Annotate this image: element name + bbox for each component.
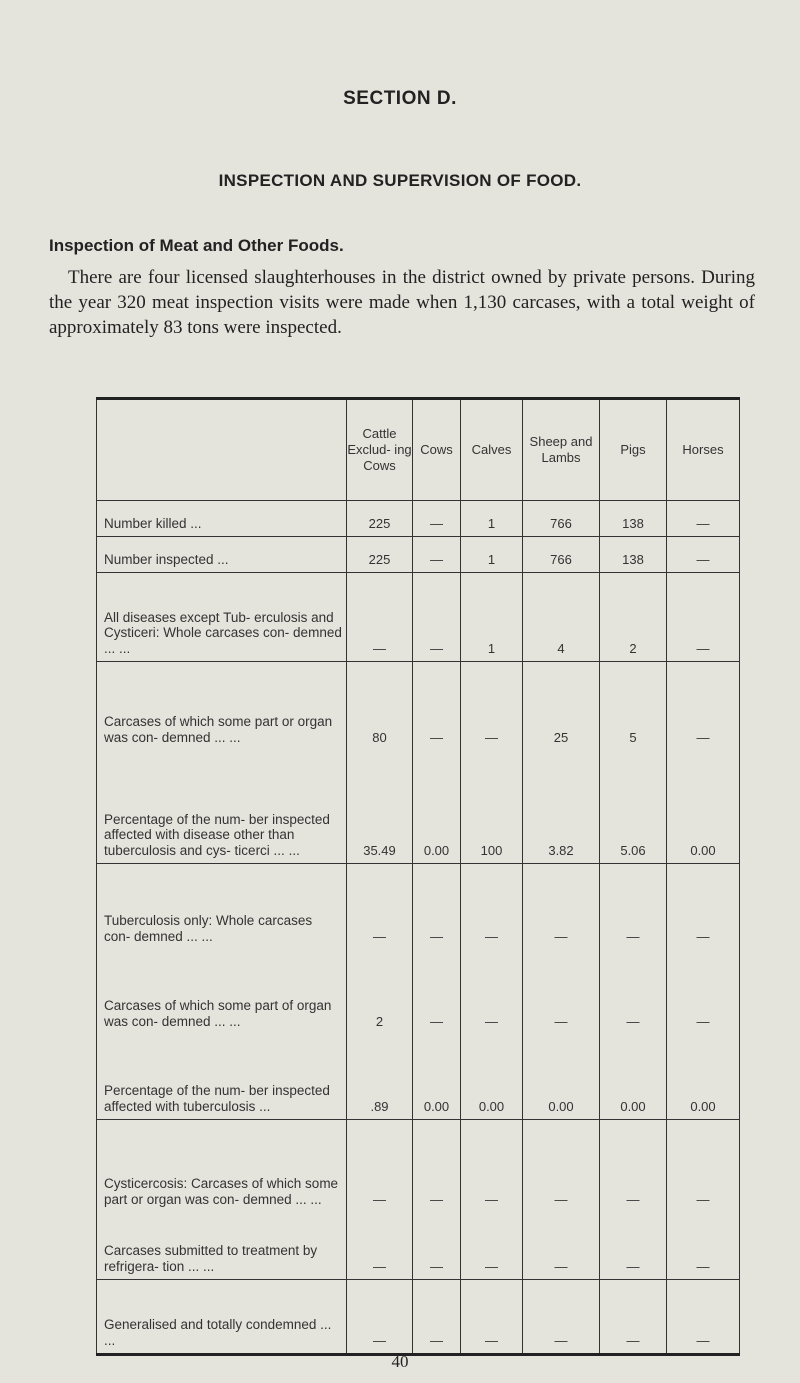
cell-value: — — [413, 1212, 461, 1280]
cell-value: — — [461, 1212, 523, 1280]
cell-value: — — [347, 1212, 413, 1280]
cell-value: — — [461, 662, 523, 751]
cell-value: 1 — [461, 573, 523, 662]
row-label: Carcases of which some part of organ was con- demned ... ... — [97, 949, 347, 1034]
cell-value: — — [523, 864, 600, 950]
header-cattle: Cattle Exclud- ing Cows — [347, 399, 413, 501]
cell-value: 0.00 — [667, 750, 740, 864]
table-row — [97, 501, 740, 537]
cell-value: 5 — [600, 662, 667, 751]
row-label: Carcases of which some part or organ was con- demned ... ... — [97, 662, 347, 751]
cell-value: 0.00 — [413, 750, 461, 864]
table-row — [97, 949, 740, 1034]
cell-value: 0.00 — [523, 1034, 600, 1120]
cell-value: — — [347, 864, 413, 950]
cell-value: 1 — [461, 537, 523, 573]
table-row — [97, 662, 740, 751]
cell-value: — — [413, 662, 461, 751]
cell-value: 0.00 — [461, 1034, 523, 1120]
cell-value: 3.82 — [523, 750, 600, 864]
cell-value: — — [667, 501, 740, 537]
cell-value: — — [600, 1280, 667, 1355]
table-row — [97, 750, 740, 864]
header-blank — [97, 399, 347, 501]
cell-value: — — [667, 573, 740, 662]
cell-value: .89 — [347, 1034, 413, 1120]
header-row — [97, 399, 740, 501]
cell-value: — — [461, 1280, 523, 1355]
cell-value: — — [667, 537, 740, 573]
cell-value: — — [667, 1280, 740, 1355]
page-title: INSPECTION AND SUPERVISION OF FOOD. — [218, 171, 582, 190]
table-row — [97, 537, 740, 573]
cell-value: — — [523, 1280, 600, 1355]
cell-value: 25 — [523, 662, 600, 751]
cell-value: — — [667, 662, 740, 751]
row-label: Generalised and totally condemned ... ... — [97, 1280, 347, 1355]
header-cows: Cows — [413, 399, 461, 501]
cell-value: 2 — [600, 573, 667, 662]
cell-value: — — [413, 501, 461, 537]
cell-value: — — [523, 1212, 600, 1280]
cell-value: 0.00 — [667, 1034, 740, 1120]
table-row — [97, 1120, 740, 1213]
cell-value: 2 — [347, 949, 413, 1034]
header-sheep-lambs: Sheep and Lambs — [523, 399, 600, 501]
cell-value: 766 — [523, 501, 600, 537]
cell-value: — — [667, 1212, 740, 1280]
header-horses: Horses — [667, 399, 740, 501]
cell-value: 4 — [523, 573, 600, 662]
cell-value: — — [523, 949, 600, 1034]
cell-value: — — [461, 1120, 523, 1213]
cell-value: — — [347, 1280, 413, 1355]
cell-value: — — [413, 573, 461, 662]
cell-value: 100 — [461, 750, 523, 864]
table-row — [97, 1212, 740, 1280]
cell-value: — — [347, 1120, 413, 1213]
table-row — [97, 1034, 740, 1120]
cell-value: — — [413, 537, 461, 573]
cell-value: — — [600, 1120, 667, 1213]
cell-value: — — [413, 864, 461, 950]
row-label: Percentage of the num- ber inspected affected with tuberculosis ... — [97, 1034, 347, 1120]
cell-value: — — [600, 1212, 667, 1280]
cell-value: 138 — [600, 501, 667, 537]
cell-value: 35.49 — [347, 750, 413, 864]
cell-value: 0.00 — [600, 1034, 667, 1120]
cell-value: 138 — [600, 537, 667, 573]
cell-value: — — [667, 1120, 740, 1213]
cell-value: — — [667, 864, 740, 950]
cell-value: — — [461, 949, 523, 1034]
meat-inspection-table — [96, 397, 740, 1356]
cell-value: — — [600, 864, 667, 950]
cell-value: — — [413, 1280, 461, 1355]
cell-value: 225 — [347, 537, 413, 573]
header-pigs: Pigs — [600, 399, 667, 501]
cell-value: — — [667, 949, 740, 1034]
cell-value: 80 — [347, 662, 413, 751]
header-calves: Calves — [461, 399, 523, 501]
cell-value: 766 — [523, 537, 600, 573]
cell-value: 225 — [347, 501, 413, 537]
row-label: Cysticercosis: Carcases of which some part or organ was con- demned ... ... — [97, 1120, 347, 1213]
table-row — [97, 1280, 740, 1355]
intro-paragraph: There are four licensed slaughterhouses in the district owned by private persons. During the year 320 meat inspection visits were made when 1,130 carcases, with a total weight of approximately 83 tons were inspected. — [49, 267, 755, 338]
row-label: All diseases except Tub- erculosis and Cysticeri: Whole carcases con- demned ... ... — [97, 573, 347, 662]
cell-value: — — [413, 949, 461, 1034]
table-row — [97, 864, 740, 950]
table-row — [97, 573, 740, 662]
cell-value: 0.00 — [413, 1034, 461, 1120]
cell-value: 5.06 — [600, 750, 667, 864]
row-label: Percentage of the num- ber inspected affected with disease other than tuberculosis and cys- ticerci ... ... — [97, 750, 347, 864]
row-label: Number killed ... — [97, 501, 347, 537]
cell-value: — — [347, 573, 413, 662]
row-label: Number inspected ... — [97, 537, 347, 573]
cell-value: — — [600, 949, 667, 1034]
cell-value: — — [523, 1120, 600, 1213]
row-label: Carcases submitted to treatment by refrigera- tion ... ... — [97, 1212, 347, 1280]
section-heading: SECTION D. — [343, 88, 457, 109]
page-number: 40 — [391, 1352, 409, 1371]
cell-value: 1 — [461, 501, 523, 537]
row-label: Tuberculosis only: Whole carcases con- demned ... ... — [97, 864, 347, 950]
subsection-heading: Inspection of Meat and Other Foods. — [49, 236, 344, 255]
cell-value: — — [413, 1120, 461, 1213]
cell-value: — — [461, 864, 523, 950]
